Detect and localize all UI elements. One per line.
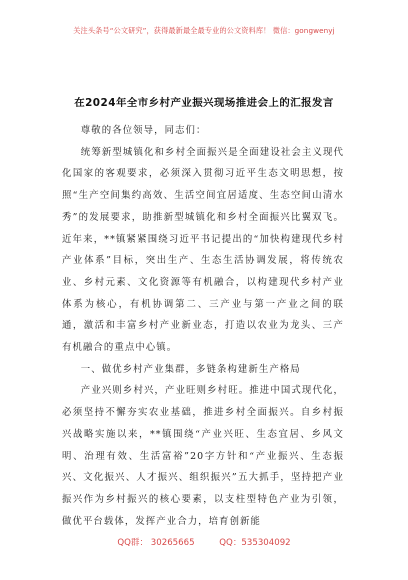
promo-banner: 关注头条号“公文研究”，获得最新最全最专业的公文资料库！ 微信：gongwenyj — [73, 26, 335, 35]
document-title: 在2024年全市乡村产业振兴现场推进会上的汇报发言 — [74, 97, 334, 109]
salutation: 尊敬的各位领导，同志们： — [80, 125, 207, 136]
body-paragraph: 统筹新型城镇化和乡村全面振兴是全面建设社会主义现代化国家的客观要求，必须深入贯彻习近平生态文明思想，按照“生产空间集约高效、生活空间宜居适度、生态空间山清水秀”的发展要求，助推新型城镇化和乡村全面振兴比翼双飞。近年来，**镇紧紧围绕习近平书记提出的“加快构建现代乡村产业体系”目标，突出生产、生态生活协调发展，将传统农业、乡村元素、文化资源等有机融合，以构建现代乡村产业体系为核心，有机协调第二、三产业与第一产业之间的联通，激活和丰富乡村产业新业态，打造以农业为龙头、三产有机融合的重点中心镇。 — [62, 146, 344, 354]
qq-number: QQ：535304092 — [219, 538, 291, 548]
section-heading: 一、做优乡村产业集群，多链条构建新生产格局 — [80, 363, 301, 375]
body-paragraph: 产业兴则乡村兴，产业旺则乡村旺。推进中国式现代化，必须坚持不懈夯实农业基础，推进乡村全面振兴。自乡村振兴战略实施以来，**镇围绕“产业兴旺、生态宜居、乡风文明、治理有效、生活富裕”20字方针和“产业振兴、生态振兴、文化振兴、人才振兴、组织振兴”五大抓手，坚持把产业振兴作为乡村振兴的核心要素，以支柱型特色产业为引领，做优平台载体，发挥产业合力，培育创新能 — [62, 385, 344, 527]
qq-group-number: QQ群： 30265665 — [117, 538, 195, 548]
document-body — [62, 120, 344, 532]
contact-footer — [0, 536, 408, 548]
